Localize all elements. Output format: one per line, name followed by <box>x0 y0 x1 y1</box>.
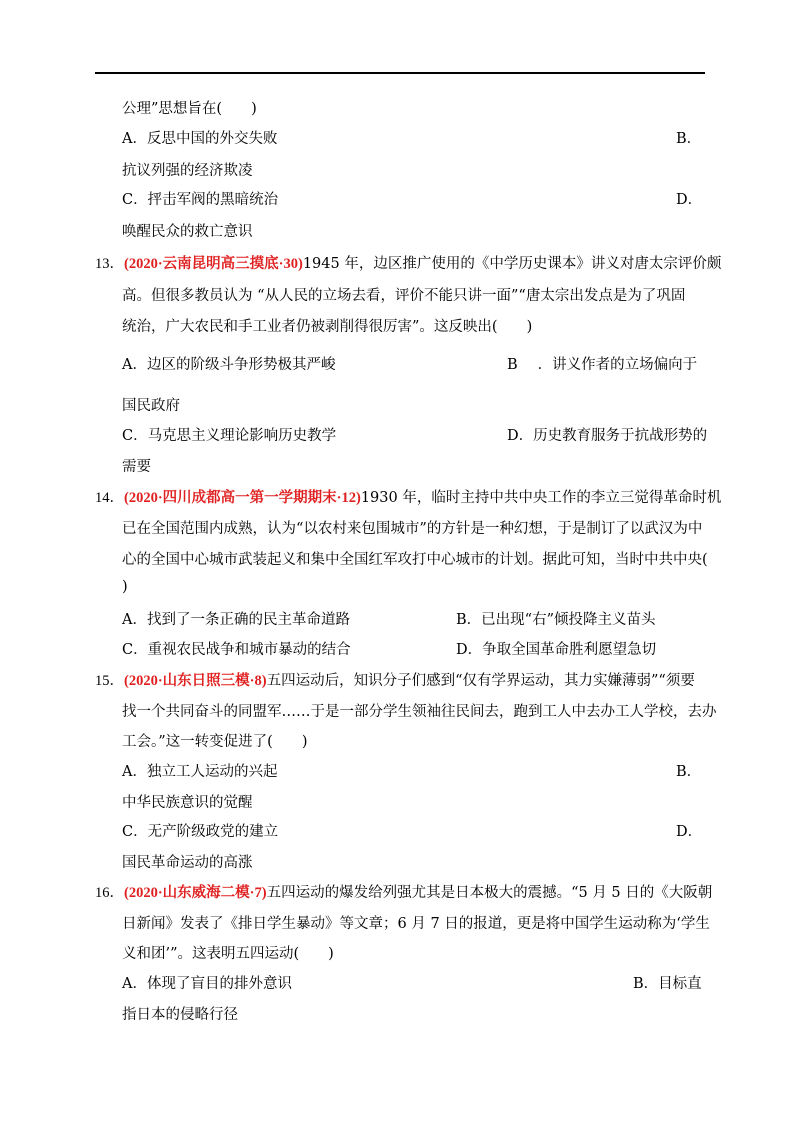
q13-option-b-cont: 国民政府 <box>122 398 180 414</box>
option-label: A． <box>122 976 147 992</box>
stem-line: 1945 年，边区推广使用的《中学历史课本》讲义对唐太宗评价颇 <box>302 256 722 272</box>
option-label: A． <box>122 764 147 780</box>
option-text: 找到了一条正确的民主革命道路 <box>146 612 350 628</box>
option-label: C． <box>122 824 148 840</box>
question-source: (2020·山东日照三模·8) <box>124 673 267 689</box>
question-source: (2020·云南昆明高三摸底·30) <box>124 256 303 272</box>
q14-first-line <box>95 486 721 507</box>
q15-option-a[interactable] <box>122 760 277 781</box>
option-label: D． <box>456 642 483 658</box>
option-label: D． <box>507 428 534 444</box>
q12-option-d-text: 唤醒民众的救亡意识 <box>122 224 253 240</box>
option-label: B． <box>456 612 482 628</box>
question-number: 15． <box>95 673 124 689</box>
option-label: C． <box>122 428 148 444</box>
option-label: A． <box>122 131 147 147</box>
question-number: 13． <box>95 256 124 272</box>
option-text: 体现了盲目的排外意识 <box>146 976 292 992</box>
q14-option-b[interactable] <box>456 608 655 629</box>
stem-line: 1930 年，临时主持中共中央工作的李立三觉得革命时机 <box>360 490 722 506</box>
q15-option-d-label[interactable]: D． <box>676 824 703 840</box>
option-text: 目标直 <box>658 976 702 992</box>
q13-option-d-cont: 需要 <box>122 459 151 475</box>
stem-line: 已在全国范围内成熟，认为“以农村来包围城市”的方针是一种幻想，于是制订了以武汉为中 <box>122 521 703 537</box>
q12-option-c[interactable] <box>122 188 278 209</box>
q12-option-d-label[interactable]: D． <box>676 192 703 208</box>
header-rule <box>95 72 705 74</box>
option-text: 重视农民战争和城市暴动的结合 <box>147 642 351 658</box>
stem-line: 义和团’”。这表明五四运动( ) <box>122 946 334 962</box>
q15-option-b-label[interactable]: B． <box>676 764 702 780</box>
option-label: C． <box>122 642 148 658</box>
question-number: 16． <box>95 885 124 901</box>
q14-option-d[interactable] <box>456 638 656 659</box>
option-text: 抨击军阀的黑暗统治 <box>147 192 279 208</box>
q12-option-b-label[interactable]: B． <box>676 131 702 147</box>
option-text: 争取全国革命胜利愿望急切 <box>482 642 657 658</box>
option-text: ．讲义作者的立场偏向于 <box>537 357 698 373</box>
q16-option-b[interactable] <box>633 972 702 993</box>
stem-line: 找一个共同奋斗的同盟军……于是一部分学生领袖往民间去，跑到工人中去办工人学校，去办 <box>122 704 717 720</box>
stem-line: ) <box>122 579 128 595</box>
q14-option-a[interactable] <box>122 608 350 629</box>
q13-option-b[interactable] <box>507 353 697 374</box>
stem-line: 五四运动的爆发给列强尤其是日本极大的震撼。“5 月 5 日的《大阪朝 <box>266 885 713 901</box>
option-text: 独立工人运动的兴起 <box>146 764 278 780</box>
option-text: 无产阶级政党的建立 <box>147 824 279 840</box>
option-label: B <box>507 357 518 373</box>
question-source: (2020·山东威海二模·7) <box>124 885 267 901</box>
option-text: 已出现“右”倾投降主义苗头 <box>481 612 656 628</box>
option-label: B． <box>633 976 659 992</box>
q12-option-a[interactable] <box>122 127 277 148</box>
q16-first-line <box>95 881 712 902</box>
stem-line: 统治，广大农民和手工业者仍被剥削得很厉害”。这反映出( ) <box>122 319 533 335</box>
stem-line: 工会。”这一转变促进了( ) <box>122 734 308 750</box>
q15-option-c[interactable] <box>122 820 278 841</box>
q13-first-line <box>95 252 721 273</box>
q12-option-b-text: 抗议列强的经济欺凌 <box>122 163 253 179</box>
q13-option-d[interactable] <box>507 424 707 445</box>
option-label: C． <box>122 192 148 208</box>
q12-stem-tail: 公理”思想旨在( ) <box>122 101 257 117</box>
option-text: 边区的阶级斗争形势极其严峻 <box>146 357 336 373</box>
q13-option-c[interactable] <box>122 424 336 445</box>
option-text: 历史教育服务于抗战形势的 <box>533 428 708 444</box>
q15-option-b-text: 中华民族意识的觉醒 <box>122 795 253 811</box>
question-number: 14． <box>95 490 124 506</box>
stem-line: 心的全国中心城市武装起义和集中全国红军攻打中心城市的计划。据此可知，当时中共中央( <box>122 552 708 568</box>
q15-option-d-text: 国民革命运动的高涨 <box>122 855 253 871</box>
stem-line: 日新闻》发表了《排日学生暴动》等文章；6 月 7 日的报道，更是将中国学生运动称为‘学生 <box>122 916 710 932</box>
option-label: A． <box>122 612 147 628</box>
option-text: 马克思主义理论影响历史教学 <box>147 428 337 444</box>
q14-option-c[interactable] <box>122 638 351 659</box>
stem-line: 五四运动后，知识分子们感到“仅有学界运动，其力实嫌薄弱”“须要 <box>266 673 695 689</box>
q15-first-line <box>95 669 695 690</box>
q16-option-b-cont: 指日本的侵略行径 <box>122 1007 238 1023</box>
stem-line: 高。但很多教员认为 “从人民的立场去看，评价不能只讲一面”“唐太宗出发点是为了巩固 <box>122 288 686 304</box>
option-label: A． <box>122 357 147 373</box>
q13-option-a[interactable] <box>122 353 335 374</box>
q16-option-a[interactable] <box>122 972 292 993</box>
option-text: 反思中国的外交失败 <box>146 131 278 147</box>
question-source: (2020·四川成都高一第一学期期末·12) <box>124 490 361 506</box>
